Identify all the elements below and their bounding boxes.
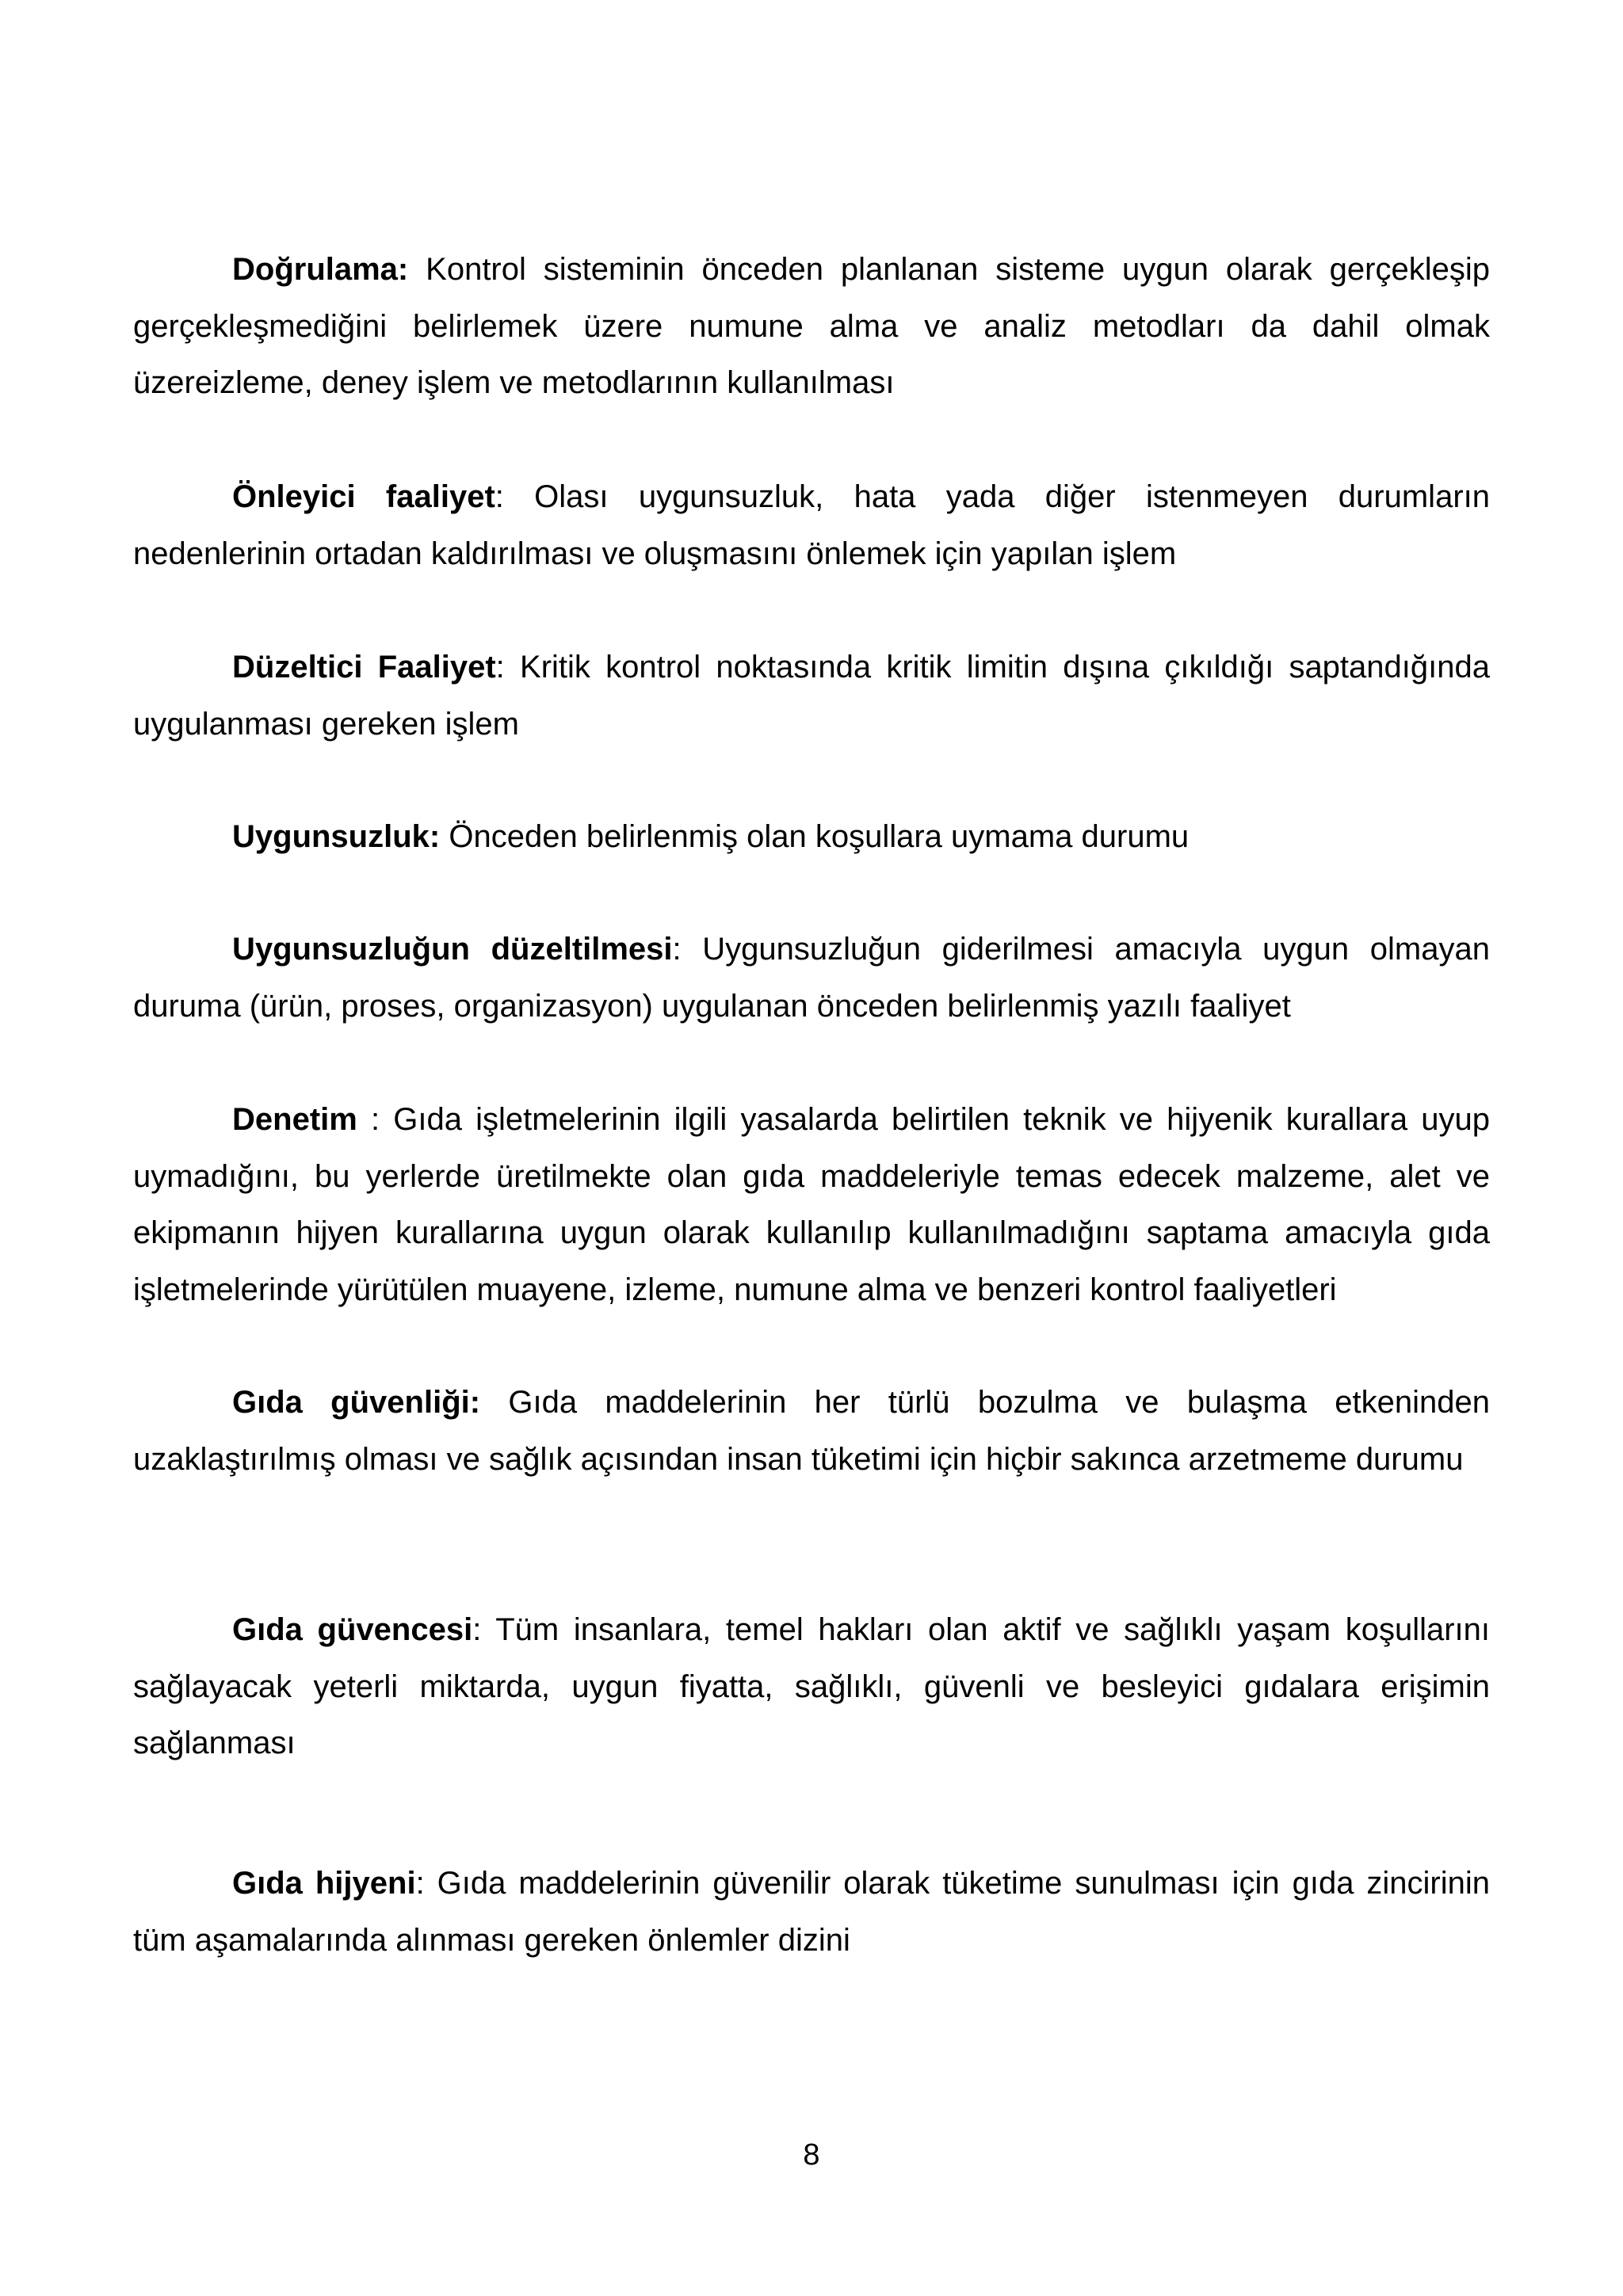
term-label: Denetim [232,1102,357,1137]
term-separator: : [495,479,535,514]
page-number: 8 [803,2138,820,2172]
term-label: Gıda hijyeni [232,1866,416,1901]
term-separator [480,1385,508,1420]
term-gida-guvenligi [133,1375,1490,1488]
term-dogrulama [133,242,1490,412]
term-onleyici-faaliyet [133,469,1490,582]
term-duzeltici-faaliyet [133,639,1490,753]
term-label: Doğrulama: [232,252,409,287]
term-separator: : [472,1612,496,1647]
term-separator: : [357,1102,394,1137]
term-uygunsuzlugun-duzeltilmesi [133,921,1490,1035]
term-separator: : [415,1866,437,1901]
term-definition: Önceden belirlenmiş olan koşullara uymama durumu [449,819,1190,854]
term-definition: Tüm insanlara, temel hakları olan aktif ve sağlıklı yaşam koşullarını sağlayacak yeterli miktarda, uygun fiyatta, sağlıklı, güvenli ve besleyici gıdalara erişimin sağlanması [133,1612,1491,1760]
term-label: Düzeltici Faaliyet [232,650,496,685]
term-definition: Uygunsuzluğun giderilmesi amacıyla uygun olmayan duruma (ürün, proses, organizasyon) uygulanan önceden belirlenmiş yazılı faaliyet [133,932,1490,1024]
term-gida-hijyeni [133,1855,1490,1969]
term-label: Uygunsuzluk: [232,819,441,854]
term-definition: Olası uygunsuzluk, hata yada diğer istenmeyen durumların nedenlerinin ortadan kaldırılması ve oluşmasını önlemek için yapılan işlem [133,479,1490,571]
term-uygunsuzluk [133,809,1490,866]
term-definition: Gıda maddelerinin her türlü bozulma ve bulaşma etkeninden uzaklaştırılmış olması ve sağlık açısından insan tüketimi için hiçbir sakınca arzetmeme durumu [133,1385,1491,1477]
term-label: Gıda güvenliği: [232,1385,481,1420]
term-separator [408,252,426,287]
term-label: Gıda güvencesi [232,1612,473,1647]
term-definition: Kritik kontrol noktasında kritik limitin dışına çıkıldığı saptandığında uygulanması gereken işlem [133,650,1490,742]
term-gida-guvencesi [133,1602,1490,1772]
term-separator: : [495,650,521,685]
term-separator [440,819,449,854]
term-separator: : [672,932,703,967]
term-label: Uygunsuzluğun düzeltilmesi [232,932,673,967]
term-definition: Gıda maddelerinin güvenilir olarak tüketime sunulması için gıda zincirinin tüm aşamalarında alınması gereken önlemler dizini [133,1866,1491,1958]
term-denetim [133,1092,1490,1318]
term-definition: Kontrol sisteminin önceden planlanan sisteme uygun olarak gerçekleşip gerçekleşmediğini belirlemek üzere numune alma ve analiz metodları da dahil olmak üzereizleme, deney işlem ve metodlarının kullanılması [133,252,1490,400]
term-label: Önleyici faaliyet [232,479,495,514]
term-definition: Gıda işletmelerinin ilgili yasalarda belirtilen teknik ve hijyenik kurallara uyup uymadığını, bu yerlerde üretilmekte olan gıda maddeleriyle temas edecek malzeme, alet ve ekipmanın hijyen kurallarına uygun olarak kullanılıp kullanılmadığını saptama amacıyla gıda işletmelerinde yürütülen muayene, izleme, numune alma ve benzeri kontrol faaliyetleri [133,1102,1490,1307]
